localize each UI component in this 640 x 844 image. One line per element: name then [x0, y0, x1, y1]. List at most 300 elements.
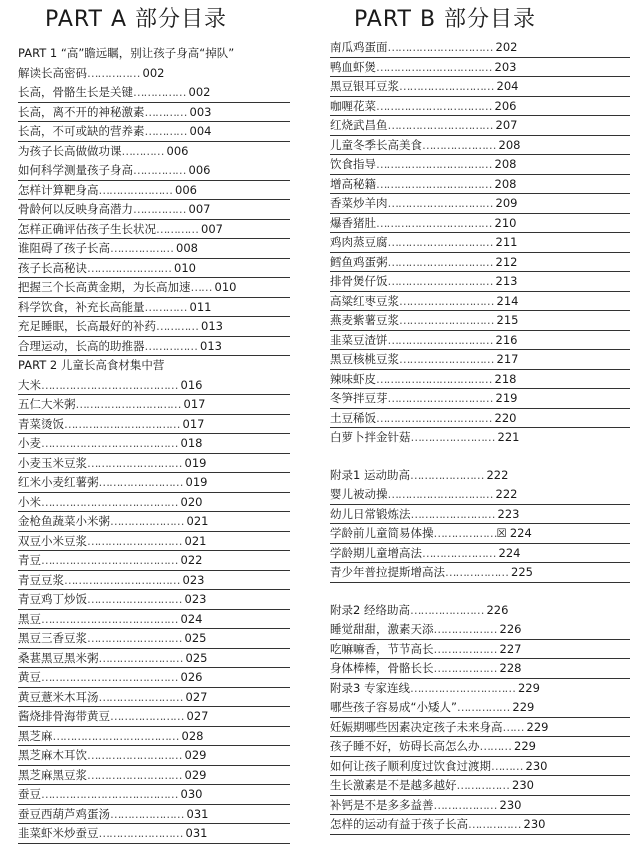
toc-entry — [18, 649, 290, 669]
toc-entry — [18, 220, 290, 240]
dot-leader: ……………… — [433, 526, 497, 540]
toc-entry — [330, 544, 630, 564]
toc-entry — [18, 317, 290, 337]
dot-leader: ………………………… — [387, 40, 493, 54]
page-number: 031 — [186, 806, 209, 821]
toc-entry — [330, 698, 630, 718]
page-number: 226 — [499, 622, 522, 636]
dot-leader: ……………… — [433, 661, 497, 675]
entry-title: 身体棒棒，骨骼长长 — [330, 661, 434, 675]
toc-entry — [18, 727, 290, 747]
toc-entry — [18, 259, 290, 279]
toc-entry — [330, 350, 630, 370]
entry-title: 小米 — [18, 494, 41, 509]
entry-title: 学龄期儿童增高法 — [330, 545, 422, 560]
page-number: 212 — [495, 254, 518, 269]
page-number: 008 — [176, 241, 198, 255]
entry-title: 学龄前儿童简易体操 — [330, 526, 434, 540]
toc-entry — [330, 409, 630, 429]
dot-leader: …………… — [133, 202, 186, 216]
entry-title: 蚕豆 — [18, 787, 41, 801]
entry-title: 南瓜鸡蛋面 — [330, 40, 388, 54]
page-number: 207 — [495, 118, 518, 132]
dot-leader: ………………… — [110, 806, 184, 821]
part-a-title: PART A 部分目录 — [44, 7, 228, 32]
entry-title: PART 1 “高”瞻远瞩，别让孩子身高“掉队” — [18, 46, 235, 60]
toc-entry — [18, 200, 290, 220]
entry-title: 孩子睡不好，妨碍长高怎么办 — [330, 739, 480, 753]
dot-leader: ………………………… — [387, 487, 493, 501]
entry-title: 谁阻碍了孩子长高 — [18, 241, 110, 255]
entry-title: 桑葚黑豆黑米粥 — [18, 650, 99, 665]
entry-title: 如何让孩子顺利度过饮食过渡期 — [330, 758, 491, 773]
toc-entry — [18, 493, 290, 513]
page-number: 229 — [517, 680, 540, 695]
toc-entry — [18, 83, 290, 103]
page-number: 215 — [496, 313, 519, 327]
dot-leader: ………………………… — [387, 196, 493, 210]
page-number: 208 — [494, 157, 517, 171]
page-number: 217 — [496, 352, 519, 366]
page-number: 028 — [181, 728, 204, 743]
entry-title: 韭菜虾米炒蚕豆 — [18, 826, 99, 840]
dot-leader: …………………………… — [376, 157, 492, 171]
toc-entry — [330, 601, 630, 621]
dot-leader: ………………… — [409, 467, 484, 482]
entry-title: 幼儿日常锻炼法 — [330, 506, 411, 521]
page-number: 006 — [188, 163, 211, 177]
toc-entry — [330, 485, 630, 505]
toc-entry — [330, 796, 630, 816]
entry-title: 睡觉甜甜，激素天添 — [330, 622, 434, 636]
entry-title: 黄豆薏米木耳汤 — [18, 689, 99, 704]
dot-leader: ………………………………… — [41, 377, 178, 392]
entry-title: 增高秘籍 — [330, 176, 376, 191]
page-number: 216 — [495, 332, 518, 347]
page-number: 226 — [486, 602, 509, 617]
toc-entry — [18, 434, 290, 454]
dot-leader: …………… — [456, 778, 509, 792]
toc-entry — [18, 142, 290, 162]
page-number: 002 — [188, 85, 211, 99]
entry-title: 鸡肉蒸豆腐 — [330, 235, 388, 249]
page-number: 006 — [166, 143, 189, 158]
dot-leader: ………………… — [409, 602, 484, 617]
entry-title: 黑豆三香豆浆 — [18, 631, 87, 645]
page-number: 023 — [182, 572, 205, 587]
page-number: 224 — [498, 545, 521, 560]
page-number: 023 — [184, 592, 207, 606]
page-number: 025 — [185, 650, 208, 665]
page-number: 026 — [180, 670, 203, 684]
toc-entry — [18, 181, 290, 201]
page-number: 003 — [189, 104, 212, 119]
toc-entry — [330, 136, 630, 156]
entry-title: 青豆豆浆 — [18, 572, 64, 587]
dot-leader: ………………… — [110, 709, 184, 723]
toc-entry — [330, 175, 630, 195]
page-number: 017 — [182, 416, 205, 431]
entry-title: 怎样计算靶身高 — [18, 182, 99, 197]
dot-leader: ……………… — [433, 622, 497, 636]
page-number: 222 — [486, 467, 509, 482]
dot-leader: ……… — [491, 758, 523, 773]
dot-leader: …………………………… — [64, 416, 180, 431]
dot-leader: …………………… — [98, 475, 183, 489]
dot-leader: ……………………… — [399, 293, 494, 308]
page-number: 011 — [189, 299, 212, 314]
toc-entry — [18, 610, 290, 630]
entry-title: 鳕鱼鸡蛋粥 — [330, 254, 388, 269]
dot-leader: ………………………… — [409, 680, 515, 695]
page-number: 004 — [189, 124, 212, 138]
part-a-entries — [18, 44, 290, 844]
toc-entry — [330, 370, 630, 390]
page-number: 025 — [184, 631, 207, 645]
entry-title: 大米 — [18, 377, 41, 392]
dot-leader: …………… — [133, 85, 186, 99]
toc-entry — [330, 311, 630, 331]
page-number: 229 — [526, 719, 549, 734]
toc-entry — [18, 44, 290, 64]
entry-title: 附录2 经络助高 — [330, 602, 410, 617]
page-number: 029 — [184, 767, 207, 782]
page-number: 020 — [180, 494, 203, 509]
entry-title: 香菜炒羊肉 — [330, 196, 388, 210]
page-number: 224 — [509, 526, 532, 540]
toc-entry — [18, 688, 290, 708]
page-number: 019 — [184, 455, 207, 470]
dot-leader: ……………… — [433, 797, 497, 812]
toc-entry — [330, 233, 630, 253]
page-number: 213 — [495, 274, 518, 288]
entry-title: 小麦 — [18, 436, 41, 450]
dot-leader: ……………… — [110, 241, 173, 255]
page-number: 230 — [499, 797, 522, 812]
page-number: 206 — [494, 98, 517, 113]
entry-title: 小麦玉米豆浆 — [18, 455, 87, 470]
entry-title: 黑豆 — [18, 611, 41, 626]
entry-title: 金枪鱼蔬菜小米粥 — [18, 514, 110, 528]
dot-leader: ……………………… — [87, 533, 182, 548]
page-number: 225 — [511, 565, 533, 579]
toc-entry — [18, 298, 290, 318]
dot-leader: …… — [502, 719, 524, 734]
page-number: 208 — [494, 176, 517, 191]
dot-leader: …………………… — [98, 689, 183, 704]
dot-leader: ……………………… — [87, 748, 182, 762]
entry-title: 充足睡眠，长高最好的补药 — [18, 319, 156, 333]
entry-title: 黄豆 — [18, 670, 41, 684]
entry-title: 土豆稀饭 — [330, 410, 376, 425]
toc-entry — [330, 466, 630, 486]
toc-entry — [18, 629, 290, 649]
entry-title: 吃嘛嘛香，节节高长 — [330, 641, 434, 656]
toc-entry — [18, 707, 290, 727]
toc-entry — [330, 679, 630, 699]
toc-entry — [330, 640, 630, 660]
toc-entry — [330, 659, 630, 679]
entry-title: 黑芝麻 — [18, 728, 53, 743]
page-number: 230 — [512, 778, 534, 792]
toc-entry — [18, 590, 290, 610]
entry-title: 青菜烫饭 — [18, 416, 64, 431]
toc-entry — [330, 116, 630, 136]
toc-entry — [330, 563, 630, 583]
dot-leader: ………………………… — [387, 274, 493, 288]
page-number: 007 — [188, 202, 211, 216]
dot-leader: ………………………… — [387, 391, 493, 405]
page-number: 029 — [184, 748, 207, 762]
toc-entry — [18, 551, 290, 571]
entry-title: 怎样正确评估孩子生长状况 — [18, 221, 156, 236]
page-number: 203 — [494, 59, 517, 74]
entry-title: 酱烧排骨海带黄豆 — [18, 709, 110, 723]
toc-entry — [330, 272, 630, 292]
dot-leader: …… — [190, 280, 212, 294]
dot-leader: ………………………… — [387, 254, 493, 269]
entry-title: 黑芝麻木耳饮 — [18, 748, 87, 762]
page-number: 229 — [512, 700, 535, 714]
entry-title: 高粱红枣豆浆 — [330, 293, 399, 308]
entry-title: 长高，骨骼生长是关键 — [18, 85, 133, 99]
entry-title: 把握三个长高黄金期，为长高加速 — [18, 280, 191, 294]
entry-title: 韭菜豆渣饼 — [330, 332, 388, 347]
toc-entry — [330, 331, 630, 351]
entry-title: 青豆 — [18, 553, 41, 567]
entry-title: 为孩子长高做做功课 — [18, 143, 122, 158]
toc-entry — [18, 766, 290, 786]
part-a-column — [18, 0, 290, 844]
toc-entry — [18, 122, 290, 142]
dot-leader: …………………………… — [376, 59, 492, 74]
dot-leader: ……………………… — [87, 592, 182, 606]
entry-title: 排骨煲仔饭 — [330, 274, 388, 288]
toc-entry — [18, 668, 290, 688]
dot-leader: ………………………… — [75, 397, 181, 411]
toc-entry — [330, 428, 630, 448]
dot-leader: …………………… — [87, 260, 171, 275]
page-number: 202 — [495, 40, 518, 54]
entry-title: 咖喱花菜 — [330, 98, 376, 113]
dot-leader: …………………………… — [376, 215, 492, 230]
page-number: 209 — [495, 196, 518, 210]
page-number: 019 — [185, 475, 208, 489]
toc-entry — [18, 454, 290, 474]
entry-title: 红米小麦红薯粥 — [18, 475, 99, 489]
toc-entry — [18, 337, 290, 357]
entry-title: 怎样的运动有益于孩子长高 — [330, 817, 468, 831]
page-number: 018 — [180, 436, 203, 450]
page-number: 228 — [499, 661, 522, 675]
part-b-title: PART B 部分目录 — [353, 7, 537, 32]
toc-entry — [330, 620, 630, 640]
entry-title: 长高，不可或缺的营养素 — [18, 124, 145, 138]
page-number: 021 — [184, 533, 207, 548]
dot-leader: ………………… — [422, 137, 496, 152]
dot-leader: …………… — [144, 338, 197, 353]
toc-entry — [330, 214, 630, 234]
dot-leader: …………………… — [410, 506, 495, 521]
entry-title: 附录1 运动助高 — [330, 467, 410, 482]
toc-entry — [18, 376, 290, 396]
page-number: 208 — [498, 137, 521, 152]
entry-title: 妊娠期哪些因素决定孩子未来身高 — [330, 719, 503, 734]
dot-leader: …………………… — [98, 650, 183, 665]
page-number: 022 — [180, 553, 203, 567]
entry-title: 蚕豆西葫芦鸡蛋汤 — [18, 806, 110, 821]
dot-leader: …………… — [87, 65, 140, 80]
dot-leader: …………… — [468, 817, 521, 831]
page-number: 002 — [142, 65, 165, 80]
dot-leader: ………………………… — [387, 118, 493, 132]
dot-leader: ……………………… — [87, 631, 182, 645]
toc-entry — [18, 103, 290, 123]
dot-leader: …………… — [133, 163, 186, 177]
toc-entry — [330, 815, 630, 835]
toc-entry — [330, 194, 630, 214]
dot-leader: ………………………………… — [41, 670, 178, 684]
dot-leader: ………………………… — [387, 235, 493, 249]
dot-leader: ………… — [144, 299, 187, 314]
entry-title: 青少年普拉提斯增高法 — [330, 565, 445, 579]
toc-entry — [330, 718, 630, 738]
toc-entry — [330, 77, 630, 97]
dot-leader: ……………………… — [87, 455, 182, 470]
toc-entry — [330, 524, 630, 544]
toc-entry — [330, 97, 630, 117]
dot-leader: ………………… — [110, 514, 184, 528]
dot-leader: …………………………… — [376, 410, 492, 425]
dot-leader: ……………………… — [87, 767, 182, 782]
entry-title: 黑豆银耳豆浆 — [330, 79, 399, 93]
toc-entry — [330, 253, 630, 273]
toc-entry — [330, 737, 630, 757]
entry-title: 如何科学测量孩子身高 — [18, 163, 133, 177]
toc-entry — [18, 512, 290, 532]
dot-leader: …………………………… — [64, 572, 180, 587]
toc-entry — [18, 415, 290, 435]
page-number: 016 — [180, 377, 203, 392]
toc-entry — [18, 746, 290, 766]
page-number: 013 — [201, 319, 223, 333]
entry-title: 哪些孩子容易成“小矮人” — [330, 700, 457, 714]
dot-leader: ………………… — [98, 182, 172, 197]
toc-entry — [330, 58, 630, 78]
entry-title: 婴儿被动操 — [330, 487, 388, 501]
page-number: 229 — [514, 739, 536, 753]
page-number: 230 — [523, 817, 546, 831]
toc-entry — [330, 38, 630, 58]
toc-entry — [18, 64, 290, 84]
entry-title: 骨龄何以反映身高潜力 — [18, 202, 133, 216]
entry-title: 黑豆核桃豆浆 — [330, 352, 399, 366]
page-number: 219 — [495, 391, 518, 405]
dot-leader: ………………………… — [387, 332, 493, 347]
entry-title: 红烧武昌鱼 — [330, 118, 388, 132]
page-number: 013 — [200, 338, 222, 353]
page-number: 007 — [201, 221, 223, 236]
dot-leader: ………… — [121, 143, 164, 158]
entry-title: 长高，离不开的神秘激素 — [18, 104, 145, 119]
toc-entry — [18, 278, 290, 298]
dot-leader: …………………………… — [376, 98, 492, 113]
toc-entry — [330, 776, 630, 796]
entry-title: 解读长高密码 — [18, 65, 87, 80]
toc-entry — [18, 805, 290, 825]
part-b-entries — [330, 38, 630, 835]
entry-title: 燕麦紫薯豆浆 — [330, 313, 399, 327]
toc-entry — [330, 292, 630, 312]
dot-leader: ………………… — [422, 545, 496, 560]
entry-title: 黑芝麻黑豆浆 — [18, 767, 87, 782]
toc-entry — [18, 532, 290, 552]
entry-title: 饮食指导 — [330, 157, 376, 171]
toc-entry — [18, 395, 290, 415]
page-number: 223 — [497, 506, 520, 521]
dot-leader: …………………………… — [376, 176, 492, 191]
dot-leader: ………… — [144, 104, 187, 119]
dot-leader: ………………………………… — [41, 553, 178, 567]
entry-title: 青豆鸡丁炒饭 — [18, 592, 87, 606]
dot-leader: ………… — [156, 319, 198, 333]
page-number: 006 — [175, 182, 197, 197]
page-number: 218 — [494, 371, 517, 386]
page-number: 230 — [525, 758, 548, 773]
dot-leader: ………… — [156, 221, 198, 236]
page-number: 017 — [183, 397, 206, 411]
page-number: 027 — [185, 689, 208, 704]
entry-title: 补钙是不是多多益善 — [330, 797, 434, 812]
entry-title: 鸭血虾煲 — [330, 59, 376, 74]
entry-title: 孩子长高秘诀 — [18, 260, 87, 275]
entry-title: 生长激素是不是越多越好 — [330, 778, 457, 792]
dot-leader: ………………………………… — [41, 611, 178, 626]
checkbox-marker-icon: ☒ — [496, 526, 507, 540]
toc-entry — [18, 824, 290, 844]
dot-leader: ………………………………… — [41, 787, 178, 801]
page-number: 211 — [495, 235, 518, 249]
dot-leader: …………………… — [410, 430, 495, 444]
dot-leader: …………… — [456, 700, 510, 714]
dot-leader: ……………… — [445, 565, 508, 579]
toc-entry — [18, 239, 290, 259]
page-number: 214 — [496, 293, 519, 308]
dot-leader: ……………………… — [399, 79, 494, 93]
page-number: 021 — [186, 514, 209, 528]
page-number: 227 — [499, 641, 522, 656]
dot-leader: ………… — [144, 124, 187, 138]
toc-entry — [18, 473, 290, 493]
toc-entry — [330, 389, 630, 409]
dot-leader: ……………………… — [399, 313, 494, 327]
dot-leader: ……………………………… — [52, 728, 179, 743]
entry-title: 双豆小米豆浆 — [18, 533, 87, 548]
dot-leader: ………………………………… — [41, 436, 178, 450]
page-number: 221 — [497, 430, 520, 444]
entry-title: 科学饮食，补充长高能量 — [18, 299, 145, 314]
entry-title: 五仁大米粥 — [18, 397, 76, 411]
toc-entry — [330, 757, 630, 777]
page-number: 027 — [186, 709, 209, 723]
page-number: 030 — [180, 787, 203, 801]
part-b-column — [330, 0, 630, 835]
dot-leader: ……………… — [433, 641, 497, 656]
page-number: 220 — [494, 410, 517, 425]
toc-entry — [18, 571, 290, 591]
page-number: 010 — [174, 260, 196, 275]
dot-leader: ………………………………… — [41, 494, 178, 509]
